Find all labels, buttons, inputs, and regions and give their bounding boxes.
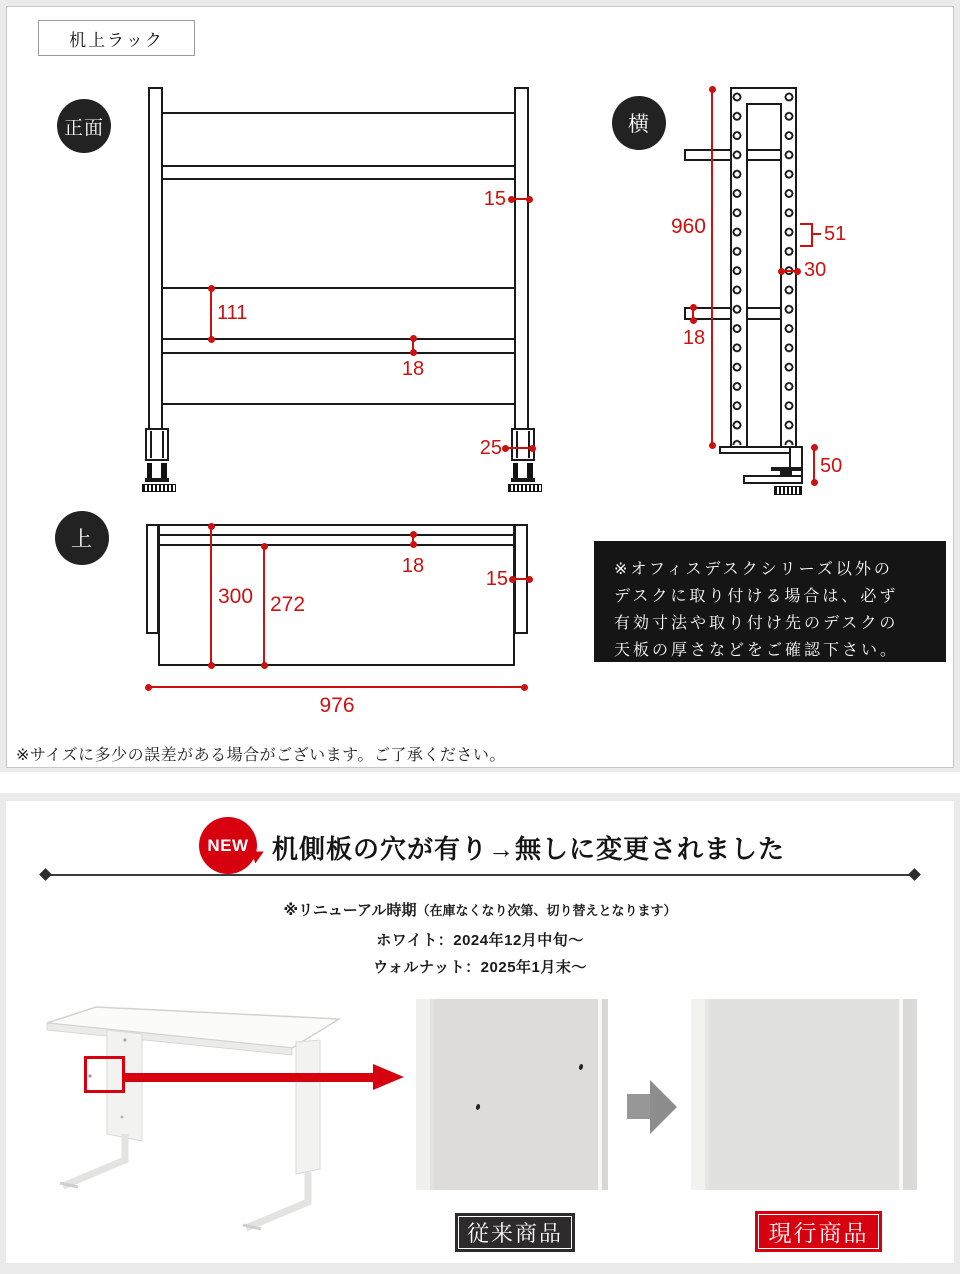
front-bottom-rail-line: [161, 403, 516, 405]
front-dim-line-25: [505, 447, 533, 449]
top-dim-line-18: [412, 534, 414, 545]
highlight-square: [84, 1056, 125, 1093]
desk-photo: [30, 990, 400, 1260]
product-tag-label: 机上ラック: [69, 30, 164, 50]
side-dim-label-960: 960: [670, 215, 706, 238]
front-dim-label-15: 15: [483, 188, 506, 210]
caution-line: デスクに取り付ける場合は、必ず: [614, 588, 899, 605]
after-product-label: [755, 1211, 882, 1252]
front-clamp-left: [142, 428, 176, 492]
side-dim-line-30: [781, 270, 798, 272]
top-dim-line-300: [210, 526, 212, 666]
red-arrow-head-icon: [373, 1064, 404, 1090]
walnut-schedule-text: ウォルナット：2025年1月末～: [373, 959, 587, 976]
gray-arrow-head-icon: [650, 1080, 677, 1134]
front-shelf1-bottom-line: [161, 178, 516, 180]
side-dim-label-50: 50: [820, 455, 843, 477]
caution-line: 天板の厚さなどをご確認下さい。: [614, 642, 900, 659]
schedule-sub-text: （在庫なくなり次第、切り替えとなります）: [416, 903, 677, 918]
side-dim-label-30: 30: [804, 259, 827, 281]
side-dim-line-50: [813, 447, 815, 483]
schedule-main-text: ※リニューアル時期: [283, 902, 417, 919]
product-tag-box: [38, 20, 195, 56]
white-schedule-text: ホワイト：2024年12月中旬～: [376, 932, 584, 949]
top-dim-line-272: [263, 546, 265, 666]
front-view-label: 正面: [63, 117, 104, 139]
side-dim-line-960: [711, 89, 713, 446]
after-panel-photo: [691, 999, 917, 1190]
top-dim-label-15: 15: [485, 568, 508, 590]
top-view-badge: [55, 511, 109, 565]
front-clamp-right: [508, 428, 542, 492]
side-clamp-stem: [780, 471, 792, 477]
top-dim-label-272: 272: [270, 593, 306, 616]
side-shelf-upper-inner: [748, 149, 780, 161]
side-dim-line-18: [692, 307, 694, 321]
front-dim-line-18: [412, 338, 414, 353]
top-view-back-line1: [160, 534, 513, 536]
side-shelf-lower-inner: [748, 307, 780, 320]
panel-hole: [578, 1064, 583, 1071]
side-dim-label-51: 51: [824, 223, 847, 245]
after-product-text: 現行商品: [768, 1220, 869, 1246]
divider-line: [45, 874, 915, 876]
before-product-label: [455, 1213, 575, 1252]
front-post-right: [514, 87, 529, 430]
before-panel-photo: [416, 999, 608, 1190]
caution-box: [594, 541, 946, 662]
before-product-text: 従来商品: [466, 1221, 563, 1246]
top-view-label: 上: [71, 528, 93, 551]
front-view-badge: [57, 99, 111, 153]
caution-line: 有効寸法や取り付け先のデスクの: [614, 615, 899, 632]
front-rail-line: [161, 112, 516, 114]
size-tolerance-note: ※サイズに多少の誤差がある場合がございます。ご了承ください。: [16, 747, 506, 764]
gray-arrow-icon: [627, 1094, 650, 1119]
top-view-left-tab: [146, 524, 159, 634]
side-dim-bracket-51-tick: [813, 233, 821, 235]
side-hole-column-right: [783, 88, 795, 445]
new-badge-label: NEW: [207, 835, 249, 855]
renewal-title: 机側板の穴が有り→無しに変更されました: [272, 834, 786, 864]
front-dim-line-111: [210, 288, 212, 340]
side-clamp-knob: [774, 486, 802, 495]
front-dim-label-18: 18: [401, 358, 425, 380]
top-view-back-line2: [160, 544, 513, 546]
front-dim-label-25: 25: [479, 437, 502, 459]
renewal-schedule-note: [6, 899, 954, 920]
caution-line: ※オフィスデスクシリーズ以外の: [614, 561, 893, 578]
top-dim-label-976: 976: [319, 694, 355, 717]
desk-illustration: [30, 990, 400, 1260]
top-dim-label-18: 18: [401, 555, 425, 577]
front-shelf2-bottom-line: [161, 352, 516, 354]
side-hole-column-left: [731, 88, 743, 445]
top-dim-label-300: 300: [218, 585, 254, 608]
front-dim-label-111: 111: [217, 302, 248, 324]
top-dim-line-15: [512, 578, 530, 580]
front-shelf1-top-line: [161, 165, 516, 167]
red-arrow-icon: [122, 1073, 375, 1082]
new-badge: [199, 817, 257, 874]
side-view-label: 横: [628, 113, 650, 136]
side-dim-label-18: 18: [682, 327, 706, 349]
side-view-badge: [612, 96, 666, 150]
side-clamp-bottom-arm: [743, 475, 803, 484]
top-dim-line-976: [148, 686, 525, 688]
side-shelf-upper-tab: [684, 149, 732, 161]
panel-hole: [475, 1104, 480, 1111]
front-post-left: [148, 87, 163, 430]
side-dim-bracket-51-side: [811, 223, 813, 247]
front-dim-line-15: [511, 198, 530, 200]
